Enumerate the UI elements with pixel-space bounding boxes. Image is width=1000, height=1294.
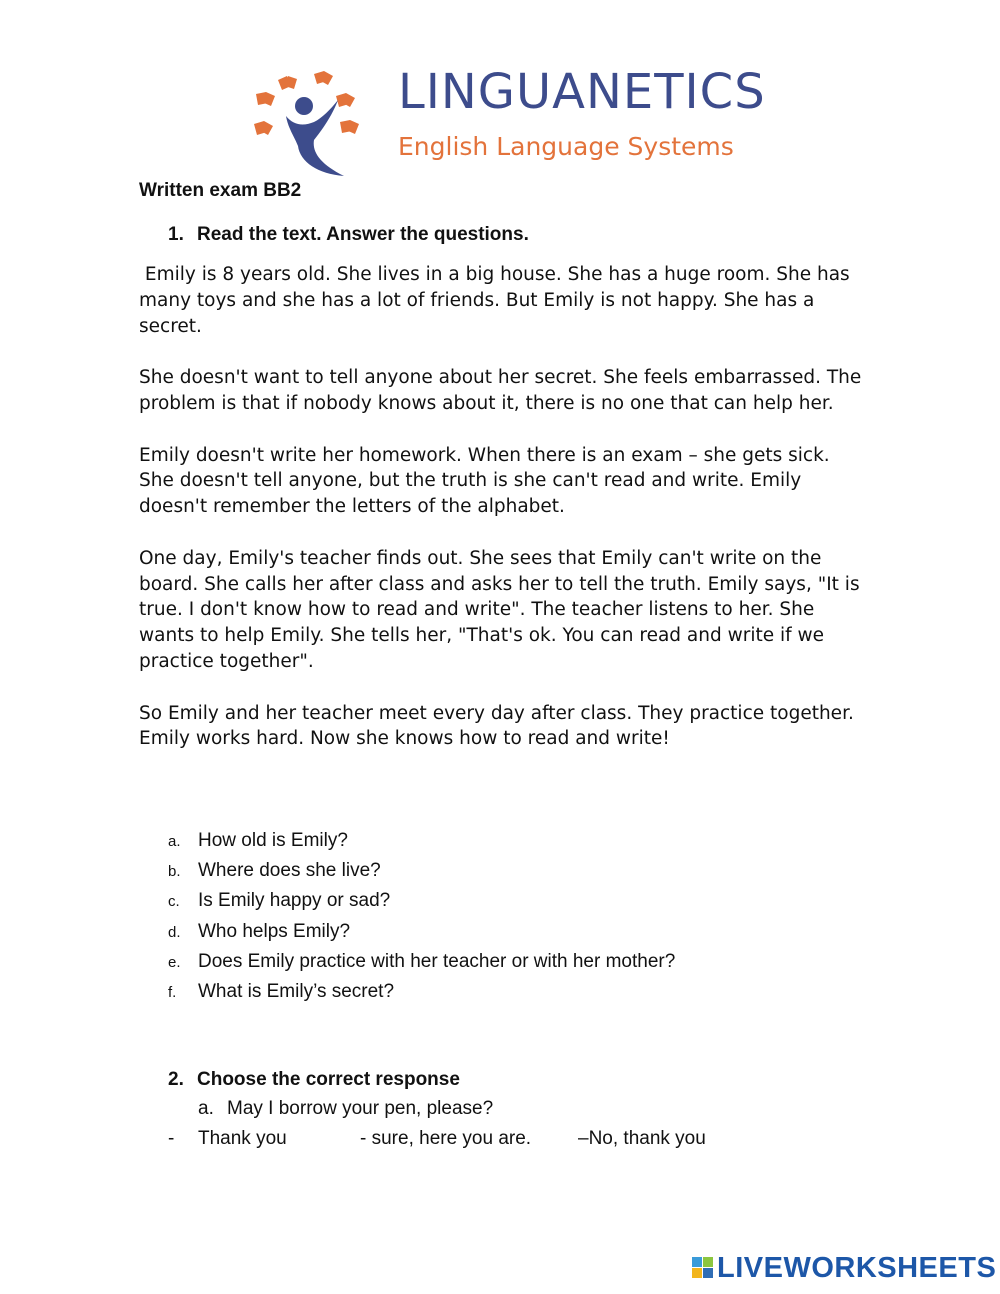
section-2-number: 2.	[168, 1069, 184, 1090]
option-dash: -	[168, 1128, 175, 1149]
question-text: How old is Emily?	[198, 830, 348, 851]
question-letter: d.	[168, 923, 181, 941]
linguanetics-logo	[248, 52, 768, 182]
question-letter: b.	[168, 863, 181, 881]
question-text: Where does she live?	[198, 860, 381, 882]
option-no-thank-you[interactable]: –No, thank you	[578, 1128, 706, 1149]
question-item	[168, 890, 675, 920]
liveworksheets-logo	[692, 1252, 997, 1284]
question-letter: c.	[168, 893, 180, 911]
brand-tagline: English Language Systems	[398, 132, 734, 161]
question-letter: a.	[168, 833, 181, 850]
question-item	[168, 830, 675, 860]
question-text: May I borrow your pen, please?	[227, 1098, 494, 1119]
question-letter: a.	[198, 1098, 214, 1119]
question-item	[168, 921, 675, 951]
question-text: What is Emily’s secret?	[198, 980, 395, 1002]
section-2-heading	[168, 1069, 460, 1091]
passage-paragraph: One day, Emily's teacher finds out. She sees that Emily can't write on the board. She calls her after class and asks her to tell the truth. Emily says, "It is true. I don't know how to read and write". The teacher listens to her. She wants to help Emily. She tells her, "That's ok. You can read and write if we practice together".	[139, 547, 860, 672]
reading-figure-icon	[248, 52, 378, 182]
question-text: Is Emily happy or sad?	[198, 890, 391, 912]
brand-name: LINGUANETICS	[398, 64, 766, 120]
blocks-icon	[692, 1257, 714, 1279]
question-item	[168, 860, 675, 890]
question-letter: e.	[168, 953, 181, 971]
question-list	[168, 830, 675, 1011]
question-letter: f.	[168, 983, 177, 1001]
passage-paragraph: So Emily and her teacher meet every day after class. They practice together. Emily works hard. Now she knows how to read and write!	[139, 702, 854, 750]
exam-title: Written exam BB2	[139, 180, 302, 201]
response-question	[198, 1098, 493, 1120]
section-1-number: 1.	[168, 224, 184, 245]
passage-paragraph: She doesn't want to tell anyone about her secret. She feels embarrassed. The problem is that if nobody knows about it, there is no one that can help her.	[139, 367, 862, 414]
question-item	[168, 981, 675, 1011]
reading-passage	[139, 262, 869, 778]
liveworksheets-wordmark: LIVEWORKSHEETS	[717, 1252, 997, 1284]
passage-paragraph: Emily is 8 years old. She lives in a big house. She has a huge room. She has many toys and she has a lot of friends. But Emily is not happy. She has a secret.	[139, 264, 856, 337]
section-2-title: Choose the correct response	[197, 1069, 460, 1090]
passage-paragraph: Emily doesn't write her homework. When there is an exam – she gets sick. She doesn't tell anyone, but the truth is she can't read and write. Emily doesn't remember the letters of the alphabet.	[139, 444, 830, 518]
question-item	[168, 951, 675, 981]
section-1-heading	[168, 224, 529, 246]
section-1-title: Read the text. Answer the questions.	[197, 224, 529, 245]
option-sure[interactable]: - sure, here you are.	[360, 1128, 532, 1149]
question-text: Does Emily practice with her teacher or with her mother?	[198, 950, 676, 972]
question-text: Who helps Emily?	[198, 920, 351, 942]
option-thank-you[interactable]: Thank you	[198, 1128, 287, 1149]
